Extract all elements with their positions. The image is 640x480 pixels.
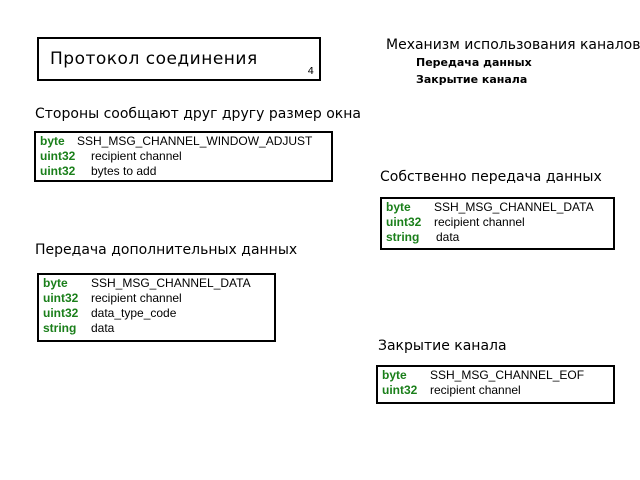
- message-field-row: [386, 215, 613, 230]
- window-adjust-heading: Стороны сообщают друг другу размер окна: [35, 106, 361, 122]
- field-type: string: [43, 321, 77, 335]
- extended-data-message-box: [37, 273, 276, 342]
- channel-data-message-box: [380, 197, 615, 250]
- field-name: data: [91, 321, 115, 335]
- field-name: SSH_MSG_CHANNEL_WINDOW_ADJUST: [77, 134, 313, 148]
- slide-title-box: [37, 37, 321, 81]
- field-name: recipient channel: [91, 291, 182, 305]
- field-name: SSH_MSG_CHANNEL_EOF: [430, 368, 585, 382]
- field-type: uint32: [386, 215, 422, 229]
- channel-data-heading: Собственно передача данных: [380, 169, 602, 185]
- field-type: uint32: [382, 383, 418, 397]
- slide-title: Протокол соединения: [50, 49, 258, 69]
- field-type: byte: [382, 368, 407, 382]
- message-field-row: [43, 306, 274, 321]
- message-field-row: [40, 134, 331, 149]
- page-number: 4: [307, 66, 314, 77]
- field-name: SSH_MSG_CHANNEL_DATA: [434, 200, 594, 214]
- window-adjust-message-box: [34, 131, 333, 182]
- mechanism-heading: Механизм использования каналов: [386, 37, 640, 53]
- mechanism-item-data-transfer: Передача данных: [416, 56, 532, 69]
- message-field-row: [382, 368, 613, 383]
- field-name: data_type_code: [91, 306, 177, 320]
- field-name: recipient channel: [430, 383, 521, 397]
- message-field-row: [43, 276, 274, 291]
- field-type: uint32: [43, 291, 79, 305]
- field-type: byte: [43, 276, 68, 290]
- message-field-row: [386, 200, 613, 215]
- field-type: string: [386, 230, 420, 244]
- message-field-row: [43, 291, 274, 306]
- extended-data-heading: Передача дополнительных данных: [35, 242, 298, 258]
- mechanism-item-channel-close: Закрытие канала: [416, 73, 528, 86]
- message-field-row: [40, 164, 331, 179]
- field-type: uint32: [40, 149, 76, 163]
- field-name: SSH_MSG_CHANNEL_DATA: [91, 276, 251, 290]
- field-name: recipient channel: [91, 149, 182, 163]
- field-name: bytes to add: [91, 164, 157, 178]
- field-type: byte: [386, 200, 411, 214]
- field-type: uint32: [40, 164, 76, 178]
- message-field-row: [40, 149, 331, 164]
- message-field-row: [382, 383, 613, 398]
- channel-eof-heading: Закрытие канала: [378, 338, 507, 354]
- field-name: data: [436, 230, 460, 244]
- field-name: recipient channel: [434, 215, 525, 229]
- field-type: uint32: [43, 306, 79, 320]
- field-type: byte: [40, 134, 65, 148]
- channel-eof-message-box: [376, 365, 615, 404]
- message-field-row: [386, 230, 613, 245]
- message-field-row: [43, 321, 274, 336]
